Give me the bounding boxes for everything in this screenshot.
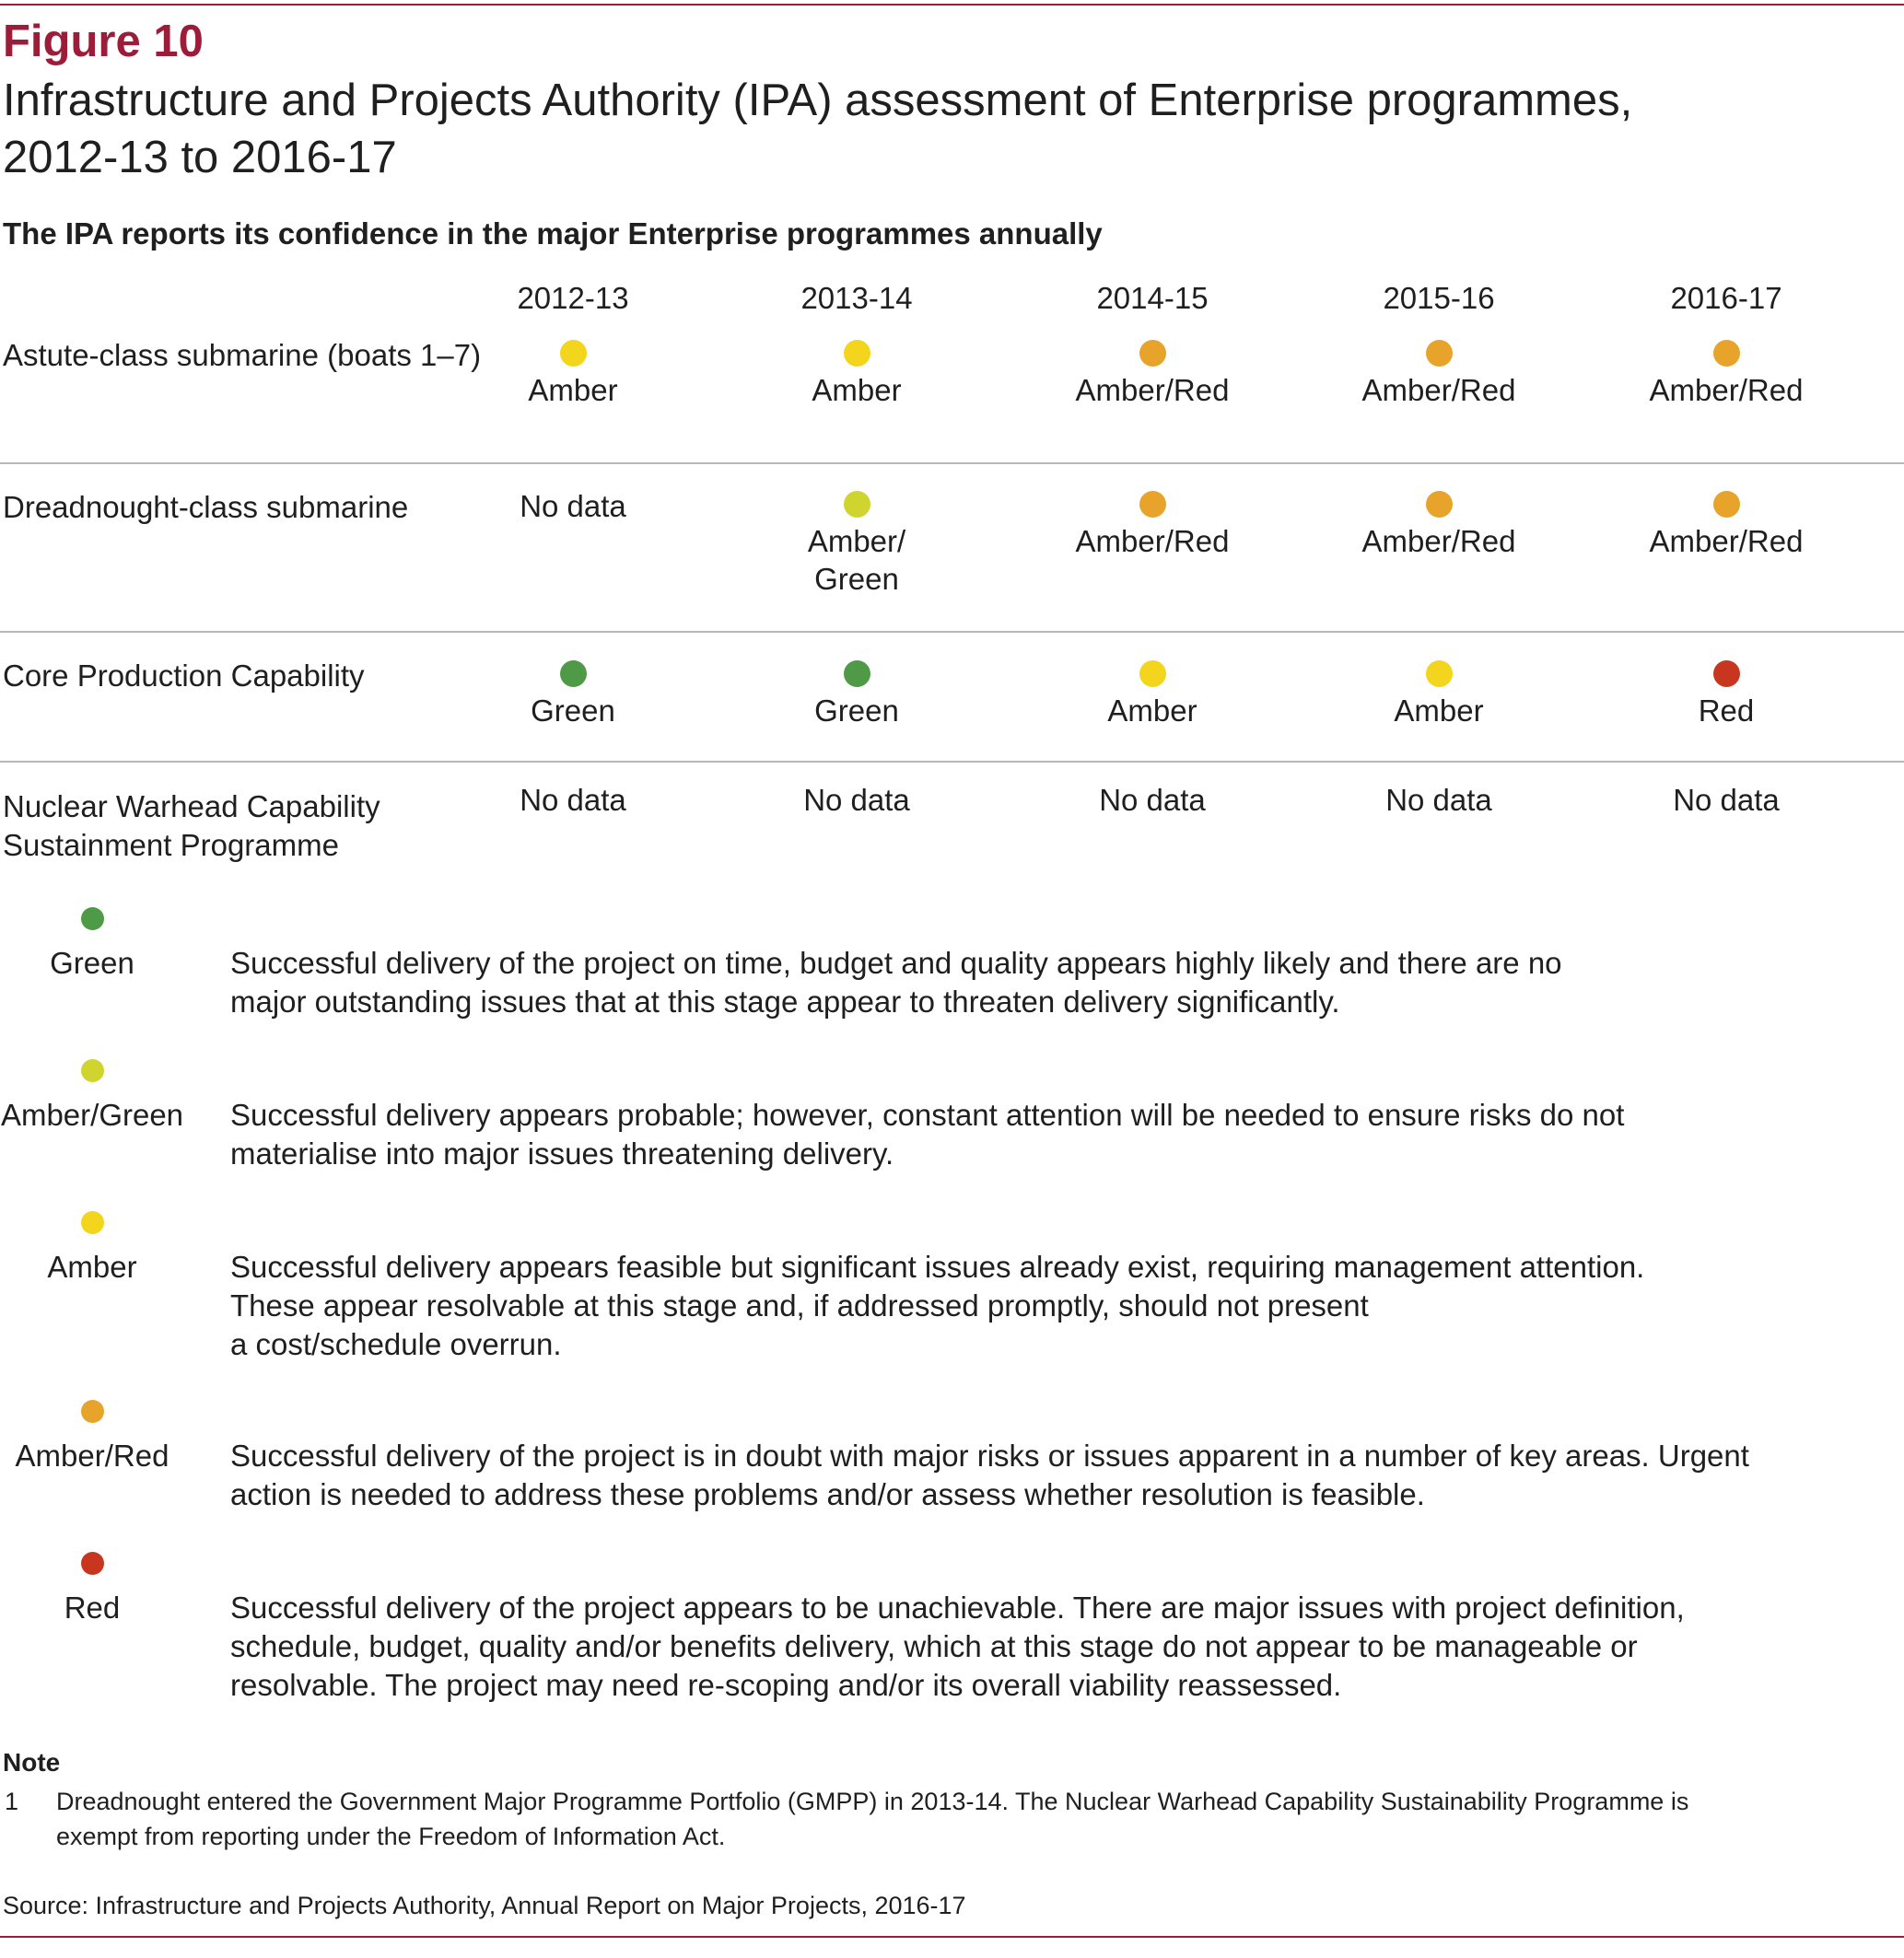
figure-title-line-1: Infrastructure and Projects Authority (IPA) assessment of Enterprise programmes,: [3, 76, 1633, 125]
rating-dot-red: [1713, 660, 1740, 687]
column-header-2012-13: 2012-13: [517, 281, 629, 315]
row-separator: [0, 462, 1904, 464]
key-description: Successful delivery appears feasible but significant issues already exist, requiring management attention. These appear resolvable at this stage and, if addressed promptly, should not present a cost/schedule overrun.: [230, 1250, 1645, 1361]
row-label-dreadnought: Dreadnought-class submarine: [3, 490, 409, 524]
rating-cell: [435, 781, 711, 819]
key-label: Red: [64, 1591, 121, 1625]
rating-text: Amber: [1394, 693, 1484, 728]
figure-label: Figure 10: [3, 17, 204, 66]
rating-cell: [1588, 491, 1864, 560]
rating-text: Green: [814, 693, 899, 728]
rating-cell: [1014, 660, 1291, 729]
note-number: 1: [5, 1788, 19, 1815]
key-label: Amber/Red: [15, 1439, 169, 1473]
rating-cell: [718, 660, 995, 729]
rating-text: No data: [1099, 783, 1206, 817]
key-dot-amber-red: [81, 1400, 104, 1423]
rating-cell: [1014, 340, 1291, 409]
rating-cell: [1301, 660, 1577, 729]
key-dot-amber-green: [81, 1059, 104, 1082]
rating-dot-amber-green: [844, 491, 870, 518]
rating-cell: [1301, 340, 1577, 409]
rating-cell: [1588, 660, 1864, 729]
key-dot-red: [81, 1552, 104, 1575]
rating-cell: [435, 340, 711, 409]
key-description: Successful delivery of the project appears to be unachievable. There are major issues with project definition, schedule, budget, quality and/or benefits delivery, which at this stage do not appear to be manageable or resolvable. The project may need re-scoping and/or its overall viability reassessed.: [230, 1591, 1685, 1702]
rating-text: Amber: [1107, 693, 1197, 728]
rating-text: Amber/Red: [1649, 373, 1804, 407]
top-rule: [0, 4, 1904, 6]
rating-text: No data: [803, 783, 910, 817]
key-item-amber: [0, 1211, 184, 1287]
rating-dot-amber: [844, 340, 870, 367]
rating-dot-amber-red: [1426, 491, 1453, 518]
rating-cell: [1301, 781, 1577, 819]
column-header-2013-14: 2013-14: [800, 281, 913, 315]
rating-text: Green: [531, 693, 615, 728]
rating-dot-amber-red: [1139, 340, 1166, 367]
row-separator: [0, 631, 1904, 633]
key-label: Amber/Green: [0, 1098, 184, 1132]
rating-dot-amber: [1426, 660, 1453, 687]
key-description: Successful delivery of the project is in doubt with major risks or issues apparent in a number of key areas. Urgent action is needed to address these problems and/or assess whether resolution is feasible.: [230, 1439, 1749, 1511]
rating-text: Amber: [528, 373, 618, 407]
column-header-2016-17: 2016-17: [1670, 281, 1782, 315]
row-label-nuclear-warhead: Nuclear Warhead Capability Sustainment Programme: [3, 789, 380, 862]
rating-cell: [1301, 491, 1577, 560]
rating-text: Amber: [812, 373, 902, 407]
rating-cell: [1588, 340, 1864, 409]
rating-text: Amber/Red: [1075, 373, 1230, 407]
key-label: Green: [50, 946, 134, 980]
rating-cell: [1014, 781, 1291, 819]
row-label-core-production: Core Production Capability: [3, 658, 365, 693]
key-dot-amber: [81, 1211, 104, 1234]
rating-dot-amber: [1139, 660, 1166, 687]
rating-text: Amber/Red: [1649, 524, 1804, 558]
rating-text: No data: [1385, 783, 1492, 817]
rating-cell: [1588, 781, 1864, 819]
row-label-astute: Astute-class submarine (boats 1–7): [3, 338, 482, 372]
rating-text: Amber/Red: [1075, 524, 1230, 558]
column-header-2015-16: 2015-16: [1383, 281, 1495, 315]
note-text: Dreadnought entered the Government Major Programme Portfolio (GMPP) in 2013-14. The Nuclear Warhead Capability Sustainability Programme is exempt from reporting under the Freedom of Information Act.: [56, 1788, 1689, 1850]
rating-text: Amber/Red: [1361, 373, 1516, 407]
rating-dot-green: [844, 660, 870, 687]
note-heading: Note: [3, 1748, 61, 1777]
bottom-rule: [0, 1936, 1904, 1938]
rating-cell: [1014, 491, 1291, 560]
rating-dot-amber-red: [1713, 340, 1740, 367]
rating-cell: [435, 660, 711, 729]
key-description: Successful delivery of the project on time, budget and quality appears highly likely and there are no major outstanding issues that at this stage appear to threaten delivery significantly.: [230, 946, 1562, 1019]
key-dot-green: [81, 907, 104, 930]
rating-dot-amber-red: [1426, 340, 1453, 367]
key-item-green: [0, 907, 184, 983]
key-item-amber-green: [0, 1059, 184, 1135]
rating-dot-amber-red: [1713, 491, 1740, 518]
rating-cell: [435, 487, 711, 525]
row-separator: [0, 761, 1904, 763]
source-text: Source: Infrastructure and Projects Authority, Annual Report on Major Projects, 2016-17: [3, 1892, 966, 1919]
figure-subtitle: The IPA reports its confidence in the major Enterprise programmes annually: [3, 216, 1103, 251]
rating-cell: [718, 491, 995, 598]
rating-text: No data: [520, 489, 626, 523]
rating-cell: [718, 340, 995, 409]
rating-text: Red: [1698, 693, 1755, 728]
rating-dot-amber: [560, 340, 587, 367]
key-item-red: [0, 1552, 184, 1627]
rating-text: No data: [520, 783, 626, 817]
rating-text: No data: [1673, 783, 1780, 817]
figure-title-line-2: 2012-13 to 2016-17: [3, 133, 397, 182]
column-header-2014-15: 2014-15: [1096, 281, 1209, 315]
key-label: Amber: [47, 1250, 137, 1284]
rating-text: Amber/ Green: [807, 524, 906, 596]
key-description: Successful delivery appears probable; however, constant attention will be needed to ensure risks do not materialise into major issues threatening delivery.: [230, 1098, 1625, 1171]
rating-dot-green: [560, 660, 587, 687]
key-item-amber-red: [0, 1400, 184, 1475]
rating-text: Amber/Red: [1361, 524, 1516, 558]
rating-cell: [718, 781, 995, 819]
rating-dot-amber-red: [1139, 491, 1166, 518]
